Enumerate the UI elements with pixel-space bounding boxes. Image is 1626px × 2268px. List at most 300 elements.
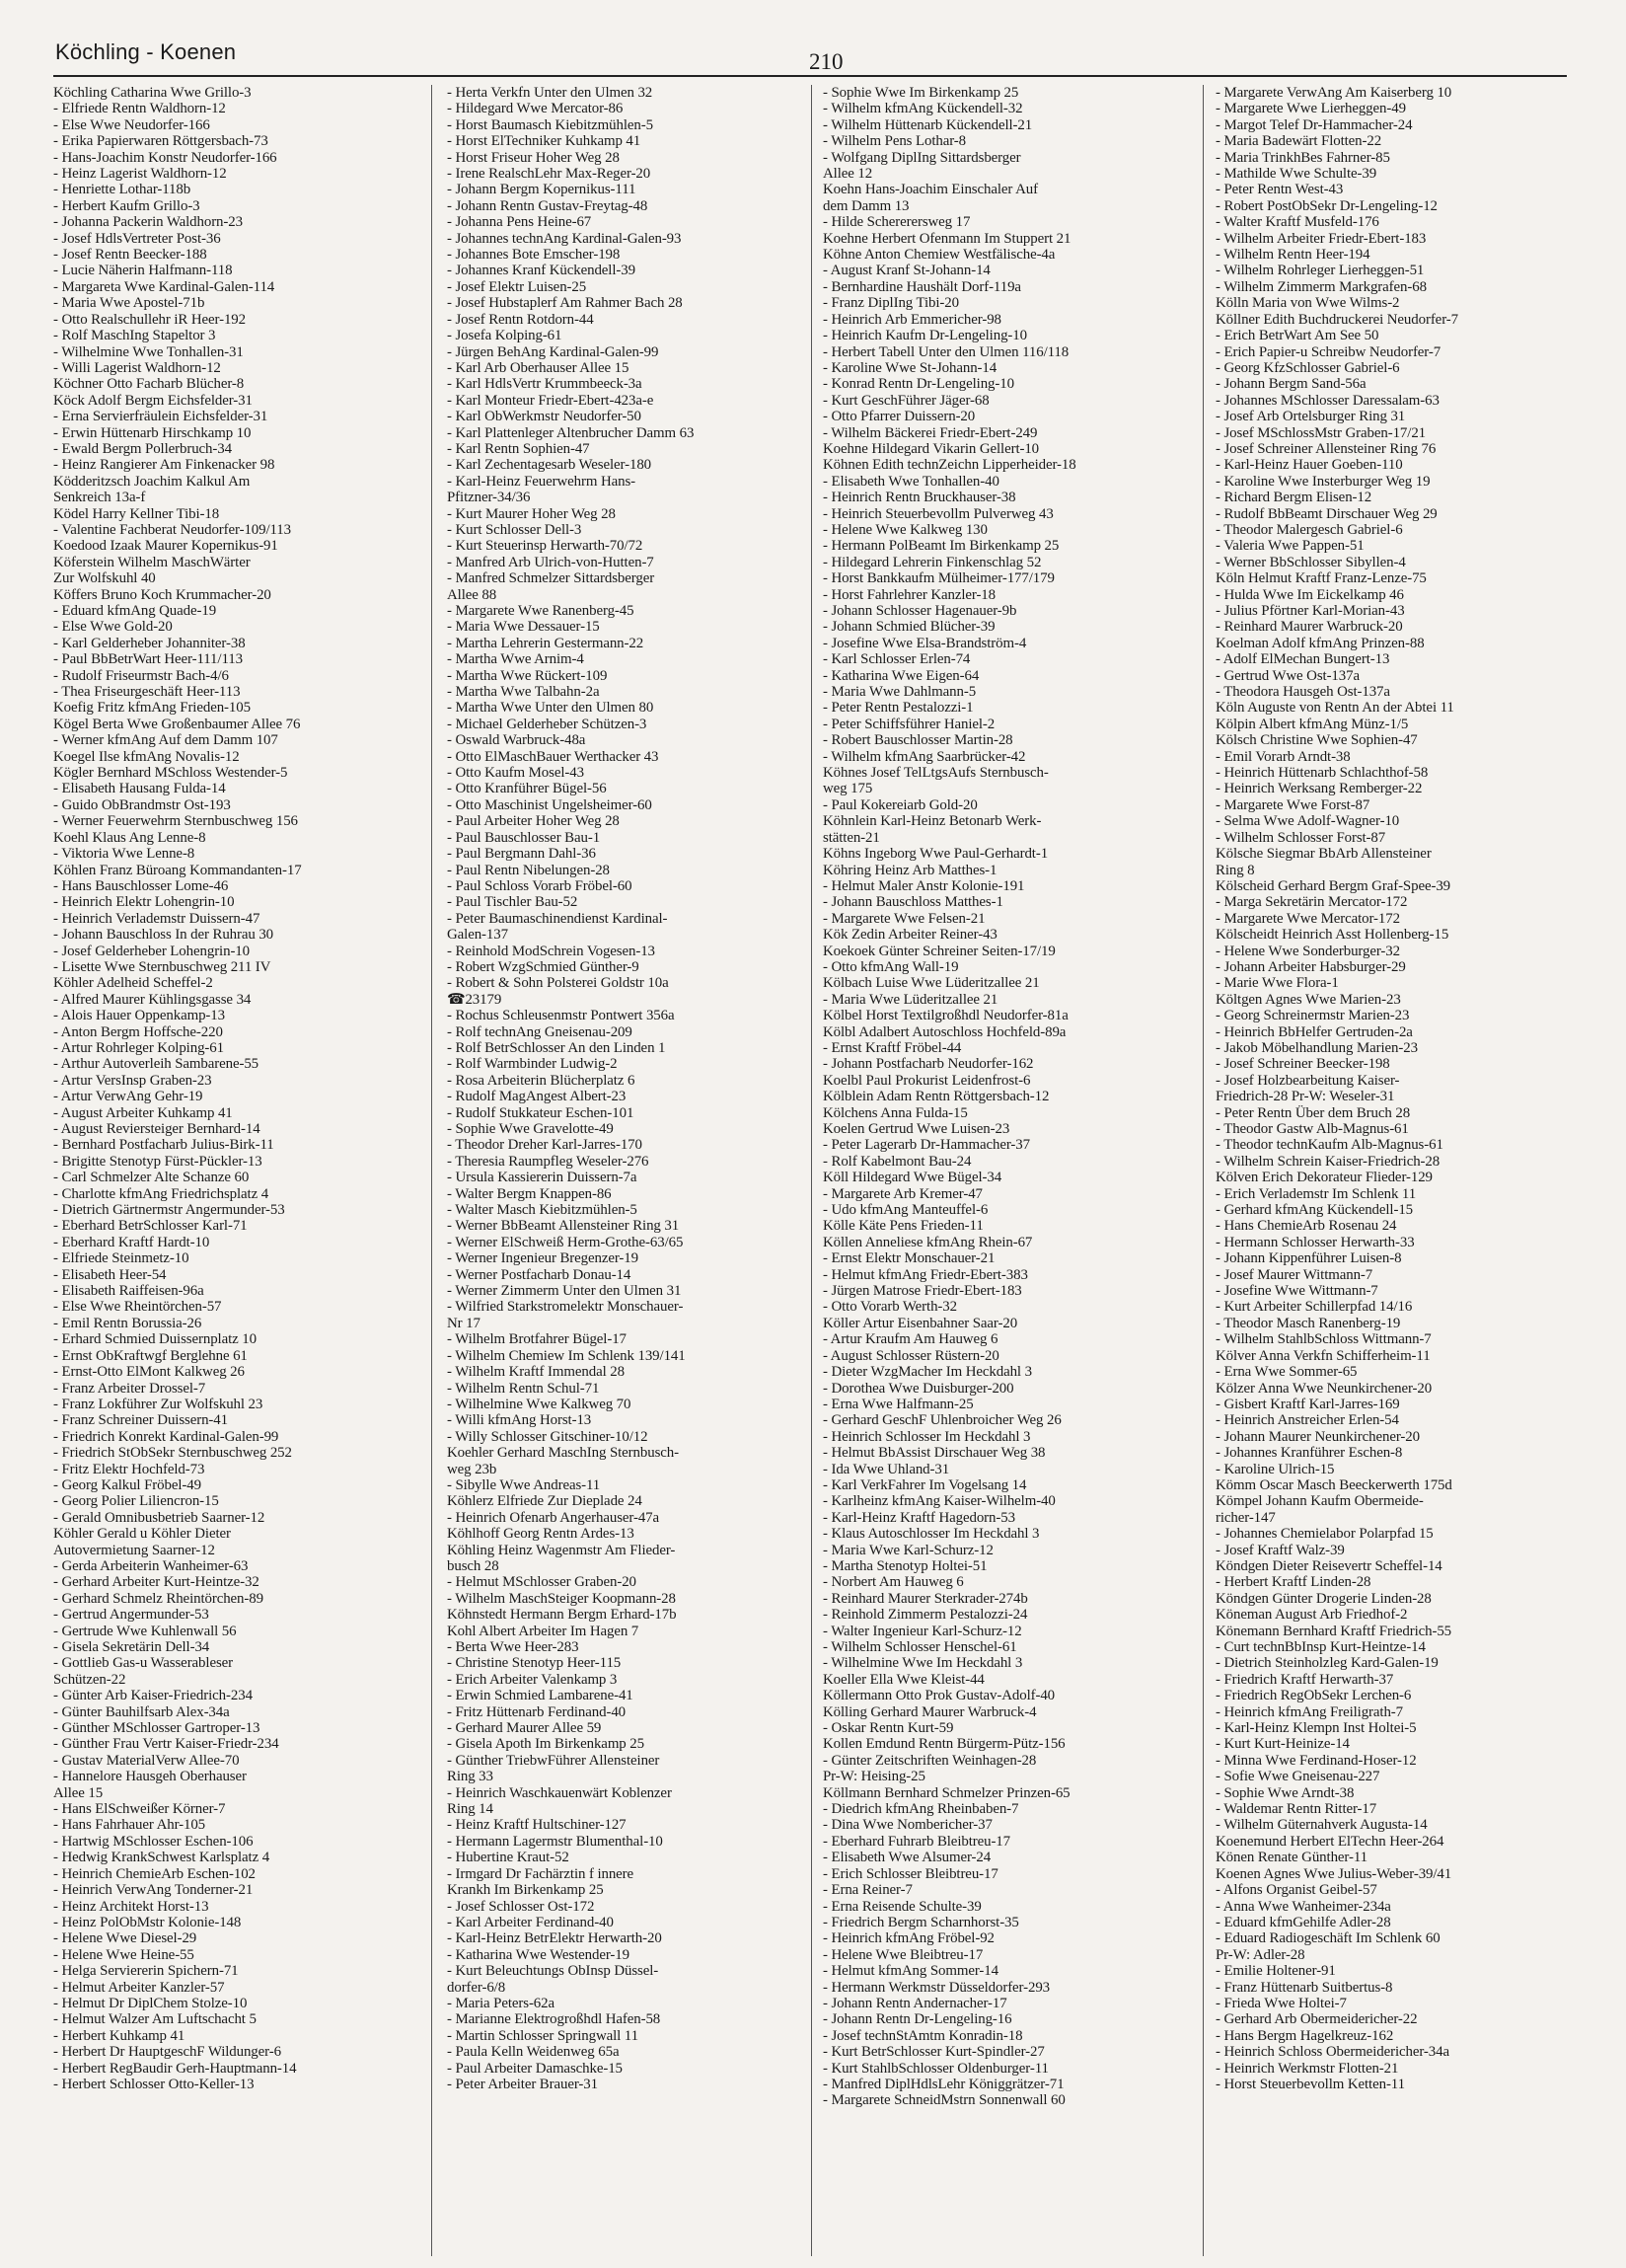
directory-entry: - Ida Wwe Uhland-31 [823, 1461, 950, 1477]
directory-entry: - Emilie Holtener-91 [1216, 1963, 1336, 1980]
directory-entry: - Horst Fahrlehrer Kanzler-18 [823, 586, 997, 603]
directory-entry: - Gottlieb Gas-u Wasserableser [53, 1655, 234, 1672]
directory-entry: - Guido ObBrandmstr Ost-193 [53, 796, 231, 813]
directory-entry: - Margarete Arb Kremer-47 [823, 1185, 983, 1202]
directory-entry: - Willi kfmAng Horst-13 [447, 1412, 592, 1429]
directory-entry: - Wilhelmine Wwe Im Heckdahl 3 [823, 1655, 1023, 1672]
directory-entry: - Karl Arbeiter Ferdinand-40 [447, 1914, 614, 1930]
directory-entry: - Henriette Lothar-118b [53, 182, 191, 198]
directory-entry: - Katharina Wwe Eigen-64 [823, 667, 980, 684]
directory-entry: - Paul Tischler Bau-52 [447, 894, 578, 911]
directory-entry: - Alois Hauer Oppenkamp-13 [53, 1008, 225, 1024]
directory-entry: - Wilhelm Bäckerei Friedr-Ebert-249 [823, 424, 1038, 441]
directory-entry: - Franz Schreiner Duissern-41 [53, 1412, 228, 1429]
directory-entry: - Rudolf BbBeamt Dirschauer Weg 29 [1216, 505, 1438, 522]
directory-entry: - Selma Wwe Adolf-Wagner-10 [1216, 813, 1400, 830]
directory-entry: - Johann Rentn Andernacher-17 [823, 1995, 1007, 2011]
directory-entry: - Oswald Warbruck-48a [447, 732, 586, 749]
directory-entry: - Johann Rentn Gustav-Freytag-48 [447, 197, 648, 214]
directory-entry: - Erna Reiner-7 [823, 1882, 913, 1899]
directory-entry: - Peter Lagerarb Dr-Hammacher-37 [823, 1137, 1030, 1154]
directory-entry: richer-147 [1216, 1509, 1276, 1526]
directory-entry: - Wilhelm Brotfahrer Bügel-17 [447, 1331, 627, 1348]
directory-entry: - Waldemar Rentn Ritter-17 [1216, 1801, 1377, 1818]
directory-entry: - Josefa Kolping-61 [447, 328, 562, 344]
directory-entry: Kömpel Johann Kaufm Obermeide- [1216, 1493, 1424, 1510]
directory-entry: - Kurt StahlbSchlosser Oldenburger-11 [823, 2060, 1049, 2077]
running-head: Köchling - Koenen [55, 39, 237, 64]
directory-entry: Pfitzner-34/36 [447, 490, 531, 506]
directory-entry: - Eberhard Fuhrarb Bleibtreu-17 [823, 1833, 1010, 1850]
directory-entry: - Karoline Wwe Insterburger Weg 19 [1216, 473, 1431, 490]
directory-entry: Köhnes Josef TelLtgsAufs Sternbusch- [823, 765, 1049, 782]
directory-entry: - Karl HdlsVertr Krummbeeck-3a [447, 376, 642, 393]
directory-entry: - Hans-Joachim Konstr Neudorfer-166 [53, 149, 277, 166]
directory-entry: Allee 15 [53, 1784, 104, 1801]
directory-entry: stätten-21 [823, 829, 880, 846]
directory-entry: Senkreich 13a-f [53, 490, 146, 506]
directory-entry: - Alfons Organist Geibel-57 [1216, 1882, 1377, 1899]
directory-entry: Kohl Albert Arbeiter Im Hagen 7 [447, 1623, 639, 1639]
directory-entry: - Mathilde Wwe Schulte-39 [1216, 166, 1377, 183]
directory-entry: - Helmut Maler Anstr Kolonie-191 [823, 877, 1025, 894]
directory-entry: - Hannelore Hausgeh Oberhauser [53, 1769, 247, 1785]
directory-entry: - Theodor Dreher Karl-Jarres-170 [447, 1137, 642, 1154]
directory-entry: - Irmgard Dr Fachärztin f innere [447, 1865, 634, 1882]
directory-entry: - Franz Hüttenarb Suitbertus-8 [1216, 1979, 1393, 1996]
directory-entry: Nr 17 [447, 1315, 480, 1331]
directory-entry: Köck Adolf Bergm Eichsfelder-31 [53, 392, 253, 409]
directory-entry: - Theodor Malergesch Gabriel-6 [1216, 521, 1403, 538]
directory-entry: dorfer-6/8 [447, 1979, 506, 1996]
directory-entry: Köhling Heinz Wagenmstr Am Flieder- [447, 1542, 676, 1558]
directory-entry: Köhnen Edith technZeichn Lipperheider-18 [823, 457, 1076, 474]
directory-entry: Köndgen Günter Drogerie Linden-28 [1216, 1590, 1432, 1607]
directory-entry: - Martin Schlosser Springwall 11 [447, 2027, 638, 2044]
directory-entry: - Karl Gelderheber Johanniter-38 [53, 635, 246, 651]
directory-entry: - Erich Verlademstr Im Schlenk 11 [1216, 1185, 1417, 1202]
directory-entry: Köhlen Franz Büroang Kommandanten-17 [53, 862, 302, 878]
directory-entry: - Herbert Kuhkamp 41 [53, 2027, 185, 2044]
directory-entry: - Hulda Wwe Im Eickelkamp 46 [1216, 586, 1404, 603]
directory-entry: - Ernst Kraftf Fröbel-44 [823, 1039, 962, 1056]
directory-entry: - Peter Baumaschinendienst Kardinal- [447, 910, 668, 927]
directory-entry: - Margarete Wwe Forst-87 [1216, 796, 1370, 813]
directory-entry: - Diedrich kfmAng Rheinbaben-7 [823, 1801, 1019, 1818]
directory-entry: - Josefine Wwe Elsa-Brandström-4 [823, 635, 1027, 651]
directory-entry: Kölln Maria von Wwe Wilms-2 [1216, 295, 1400, 312]
directory-entry: - Friedrich Bergm Scharnhorst-35 [823, 1914, 1019, 1930]
directory-entry: - Johannes technAng Kardinal-Galen-93 [447, 230, 682, 247]
directory-entry: - Josef Rentn Beecker-188 [53, 247, 207, 264]
directory-entry: - Paul Bergmann Dahl-36 [447, 846, 596, 863]
directory-entry: dem Damm 13 [823, 197, 910, 214]
directory-entry: - Reinhard Maurer Warbruck-20 [1216, 619, 1403, 636]
directory-entry: - Johann Arbeiter Habsburger-29 [1216, 958, 1406, 975]
directory-entry: - Herbert Dr HauptgeschF Wildunger-6 [53, 2044, 281, 2061]
directory-entry: - Hermann Lagermstr Blumenthal-10 [447, 1833, 663, 1850]
directory-entry: Kölsch Christine Wwe Sophien-47 [1216, 732, 1418, 749]
directory-entry: - Ewald Bergm Pollerbruch-34 [53, 440, 232, 457]
directory-entry: - Norbert Am Hauweg 6 [823, 1574, 964, 1591]
directory-entry: - Jürgen BehAng Kardinal-Galen-99 [447, 343, 659, 360]
directory-entry: - Johann Bergm Sand-56a [1216, 376, 1367, 393]
directory-entry: - Erna Wwe Halfmann-25 [823, 1396, 974, 1412]
directory-entry: - Berta Wwe Heer-283 [447, 1639, 579, 1655]
directory-entry: - Margarete Wwe Ranenberg-45 [447, 603, 634, 619]
directory-entry: - Herta Verkfn Unter den Ulmen 32 [447, 85, 653, 101]
directory-entry: - Johann Schmied Blücher-39 [823, 619, 996, 636]
directory-entry: - Robert WzgSchmied Günther-9 [447, 958, 639, 975]
directory-entry: - Karl Monteur Friedr-Ebert-423a-e [447, 392, 654, 409]
directory-entry: - Wilhelm Schlosser Henschel-61 [823, 1639, 1017, 1655]
directory-entry: - Josef Holzbearbeitung Kaiser- [1216, 1072, 1400, 1089]
directory-entry: - Rosa Arbeiterin Blücherplatz 6 [447, 1072, 635, 1089]
directory-entry: Ködel Harry Kellner Tibi-18 [53, 505, 220, 522]
directory-entry: - Gertrude Wwe Kuhlenwall 56 [53, 1623, 237, 1639]
directory-entry: - Minna Wwe Ferdinand-Hoser-12 [1216, 1752, 1417, 1769]
directory-entry: Koehne Herbert Ofenmann Im Stuppert 21 [823, 230, 1072, 247]
directory-entry: - Elfriede Steinmetz-10 [53, 1250, 189, 1267]
directory-entry: - Hartwig MSchlosser Eschen-106 [53, 1833, 254, 1850]
directory-entry: - Wilhelm Güternahverk Augusta-14 [1216, 1817, 1428, 1834]
directory-entry: - Helene Wwe Sonderburger-32 [1216, 943, 1400, 959]
directory-entry: - Eberhard BetrSchlosser Karl-71 [53, 1218, 248, 1235]
directory-entry: - Josef Gelderheber Lohengrin-10 [53, 943, 250, 959]
directory-entry: - Helga Serviererin Spichern-71 [53, 1963, 239, 1980]
directory-entry: - Friedrich Kraftf Herwarth-37 [1216, 1671, 1394, 1688]
directory-entry: - Heinrich Steuerbevollm Pulverweg 43 [823, 505, 1054, 522]
directory-entry: - Curt technBbInsp Kurt-Heintze-14 [1216, 1639, 1426, 1655]
directory-entry: - Martha Wwe Rückert-109 [447, 667, 608, 684]
directory-entry: Köllermann Otto Prok Gustav-Adolf-40 [823, 1688, 1056, 1704]
directory-entry: - Wilhelm Schlosser Forst-87 [1216, 829, 1386, 846]
directory-entry: - Maria Wwe Apostel-71b [53, 295, 205, 312]
directory-entry: - Fritz Hüttenarb Ferdinand-40 [447, 1703, 627, 1720]
directory-entry: - Werner Postfacharb Donau-14 [447, 1266, 631, 1283]
directory-entry: - Maria Peters-62a [447, 1995, 555, 2011]
directory-entry: - Josef Elektr Luisen-25 [447, 278, 587, 295]
directory-entry: Kölblein Adam Rentn Röttgersbach-12 [823, 1089, 1050, 1105]
directory-entry: - Josef Rentn Rotdorn-44 [447, 311, 594, 328]
directory-entry: - Ursula Kassiererin Duissern-7a [447, 1170, 637, 1186]
directory-entry: - Martha Lehrerin Gestermann-22 [447, 635, 644, 651]
directory-entry: - Erich Arbeiter Valenkamp 3 [447, 1671, 618, 1688]
directory-entry: - Gertrud Angermunder-53 [53, 1607, 209, 1624]
directory-entry: - Udo kfmAng Manteuffel-6 [823, 1202, 989, 1219]
directory-entry: - Horst Bankkaufm Mülheimer-177/179 [823, 570, 1055, 587]
directory-entry: - Herbert Kraftf Linden-28 [1216, 1574, 1371, 1591]
directory-entry: - Gerhard Arb Obermeidericher-22 [1216, 2011, 1418, 2028]
directory-entry: - Heinrich Arb Emmericher-98 [823, 311, 1001, 328]
directory-entry: - Robert & Sohn Polsterei Goldstr 10a [447, 975, 669, 992]
directory-entry: - Günter Arb Kaiser-Friedrich-234 [53, 1688, 253, 1704]
directory-entry: - Brigitte Stenotyp Fürst-Pückler-13 [53, 1153, 262, 1170]
directory-entry: - Theodora Hausgeh Ost-137a [1216, 684, 1390, 701]
directory-entry: - Franz Arbeiter Drossel-7 [53, 1380, 206, 1397]
directory-entry: - Kurt Schlosser Dell-3 [447, 521, 582, 538]
directory-entry: - Erwin Schmied Lambarene-41 [447, 1688, 633, 1704]
directory-entry: Koeller Ella Wwe Kleist-44 [823, 1671, 985, 1688]
directory-entry: - Anna Wwe Wanheimer-234a [1216, 1898, 1391, 1915]
directory-entry: Koenen Agnes Wwe Julius-Weber-39/41 [1216, 1865, 1452, 1882]
directory-entry: - Margarete Wwe Lierheggen-49 [1216, 101, 1406, 117]
directory-entry: - Georg Polier Liliencron-15 [53, 1493, 219, 1510]
directory-entry: - Oskar Rentn Kurt-59 [823, 1720, 954, 1737]
directory-entry: Kölpin Albert kfmAng Münz-1/5 [1216, 716, 1409, 732]
directory-entry: - Maria Wwe Lüderitzallee 21 [823, 991, 998, 1008]
directory-entry: - Franz Lokführer Zur Wolfskuhl 23 [53, 1396, 263, 1412]
directory-entry: Kök Zedin Arbeiter Reiner-43 [823, 927, 998, 944]
directory-entry: - Sofie Wwe Gneisenau-227 [1216, 1769, 1380, 1785]
directory-entry: - Ernst-Otto ElMont Kalkweg 26 [53, 1364, 245, 1381]
directory-entry: Koehne Hildegard Vikarin Gellert-10 [823, 440, 1040, 457]
directory-entry: - Josef Schlosser Ost-172 [447, 1898, 595, 1915]
directory-entry: - Martha Stenotyp Holtei-51 [823, 1557, 988, 1574]
directory-entry: - Horst Baumasch Kiebitzmühlen-5 [447, 116, 653, 133]
directory-entry: - Georg KfzSchlosser Gabriel-6 [1216, 359, 1400, 376]
directory-entry: - Karl-Heinz Kraftf Hagedorn-53 [823, 1509, 1015, 1526]
directory-entry: - Otto Realschullehr iR Heer-192 [53, 311, 246, 328]
directory-entry: - Gerhard Schmelz Rheintörchen-89 [53, 1590, 263, 1607]
directory-entry: - Günther Frau Vertr Kaiser-Friedr-234 [53, 1736, 279, 1753]
directory-entry: - Margarete Wwe Mercator-172 [1216, 910, 1400, 927]
directory-entry: - Karl-Heinz Feuerwehrm Hans- [447, 473, 636, 490]
directory-entry: - Margot Telef Dr-Hammacher-24 [1216, 116, 1413, 133]
directory-entry: - Rudolf Friseurmstr Bach-4/6 [53, 667, 229, 684]
directory-entry: - Johann Postfacharb Neudorfer-162 [823, 1056, 1034, 1073]
directory-entry: - Gisela Apoth Im Birkenkamp 25 [447, 1736, 644, 1753]
directory-entry: - Lucie Näherin Halfmann-118 [53, 263, 233, 279]
directory-entry: Ring 33 [447, 1769, 493, 1785]
directory-entry: - Erich Papier-u Schreibw Neudorfer-7 [1216, 343, 1441, 360]
directory-entry: - Jakob Möbelhandlung Marien-23 [1216, 1039, 1418, 1056]
directory-entry: - Johannes Chemielabor Polarpfad 15 [1216, 1526, 1434, 1543]
directory-entry: - Hans ElSchweißer Körner-7 [53, 1801, 226, 1818]
directory-entry: - Helmut Dr DiplChem Stolze-10 [53, 1995, 248, 2011]
directory-entry: - Artur VersInsp Graben-23 [53, 1072, 212, 1089]
directory-entry: Kölbach Luise Wwe Lüderitzallee 21 [823, 975, 1040, 992]
directory-entry: - Sibylle Wwe Andreas-11 [447, 1476, 601, 1493]
directory-entry: - Heinrich Schlosser Im Heckdahl 3 [823, 1428, 1031, 1445]
directory-entry: Köffers Bruno Koch Krummacher-20 [53, 586, 271, 603]
directory-column-3 [823, 85, 1186, 2256]
directory-entry: - Heinrich Anstreicher Erlen-54 [1216, 1412, 1399, 1429]
directory-entry: - Josef Kraftf Walz-39 [1216, 1542, 1345, 1558]
directory-entry: - Karl Schlosser Erlen-74 [823, 651, 971, 668]
directory-entry: - Josef HdlsVertreter Post-36 [53, 230, 221, 247]
directory-entry: - Johannes MSchlosser Daressalam-63 [1216, 392, 1440, 409]
directory-entry: - Heinrich Kaufm Dr-Lengeling-10 [823, 328, 1027, 344]
directory-entry: - Theodor Masch Ranenberg-19 [1216, 1315, 1401, 1331]
directory-entry: - Friedrich RegObSekr Lerchen-6 [1216, 1688, 1412, 1704]
directory-entry: - Wilhelm Arbeiter Friedr-Ebert-183 [1216, 230, 1427, 247]
directory-entry: - Valentine Fachberat Neudorfer-109/113 [53, 521, 291, 538]
directory-entry: - Heinrich Hüttenarb Schlachthof-58 [1216, 765, 1429, 782]
directory-entry: - Fritz Elektr Hochfeld-73 [53, 1461, 205, 1477]
directory-entry: - Karoline Wwe St-Johann-14 [823, 359, 998, 376]
directory-entry: - Robert PostObSekr Dr-Lengeling-12 [1216, 197, 1438, 214]
directory-entry: Köhne Anton Chemiew Westfälische-4a [823, 247, 1056, 264]
directory-entry: - Elisabeth Raiffeisen-96a [53, 1283, 204, 1300]
directory-entry: - Peter Rentn Pestalozzi-1 [823, 700, 974, 717]
directory-entry: - Günther MSchlosser Gartroper-13 [53, 1720, 260, 1737]
directory-entry: - Otto Pfarrer Duissern-20 [823, 409, 976, 425]
directory-entry: - Wilhelm Hüttenarb Kückendell-21 [823, 116, 1033, 133]
directory-entry: - Hubertine Kraut-52 [447, 1850, 569, 1866]
directory-entry: - Peter Rentn Über dem Bruch 28 [1216, 1104, 1411, 1121]
directory-entry: - Rolf Kabelmont Bau-24 [823, 1153, 972, 1170]
directory-entry: - Wilhelm StahlbSchloss Wittmann-7 [1216, 1331, 1432, 1348]
directory-entry: Köhler Adelheid Scheffel-2 [53, 975, 213, 992]
directory-entry: - Karlheinz kfmAng Kaiser-Wilhelm-40 [823, 1493, 1056, 1510]
directory-entry: - Hermann PolBeamt Im Birkenkamp 25 [823, 538, 1060, 555]
directory-entry: - Dieter WzgMacher Im Heckdahl 3 [823, 1364, 1032, 1381]
directory-entry: Köllen Anneliese kfmAng Rhein-67 [823, 1234, 1033, 1250]
directory-entry: - Erich BetrWart Am See 50 [1216, 328, 1379, 344]
directory-entry: - Heinz Architekt Horst-13 [53, 1898, 209, 1915]
directory-entry: - Sophie Wwe Im Birkenkamp 25 [823, 85, 1019, 101]
directory-entry: - Günter Bauhilfsarb Alex-34a [53, 1703, 230, 1720]
directory-entry: - Hans ChemieArb Rosenau 24 [1216, 1218, 1397, 1235]
directory-entry: Kögel Berta Wwe Großenbaumer Allee 76 [53, 716, 301, 732]
directory-entry: - Kurt GeschFührer Jäger-68 [823, 392, 990, 409]
directory-entry: - Karl-Heinz BetrElektr Herwarth-20 [447, 1930, 662, 1947]
directory-entry: Ring 14 [447, 1801, 493, 1818]
directory-columns [53, 85, 1567, 2256]
directory-entry: - Erich Schlosser Bleibtreu-17 [823, 1865, 998, 1882]
directory-entry: Koelbl Paul Prokurist Leidenfrost-6 [823, 1072, 1031, 1089]
directory-entry: - Lisette Wwe Sternbuschweg 211 IV [53, 958, 271, 975]
directory-entry: - Gisela Sekretärin Dell-34 [53, 1639, 210, 1655]
directory-entry: weg 23b [447, 1461, 497, 1477]
directory-entry: - Gisbert Kraftf Karl-Jarres-169 [1216, 1396, 1400, 1412]
directory-entry: - Heinrich Verlademstr Duissern-47 [53, 910, 260, 927]
directory-entry: - Emil Rentn Borussia-26 [53, 1315, 202, 1331]
directory-entry: - Johanna Pens Heine-67 [447, 214, 592, 231]
directory-entry: - Walter Kraftf Musfeld-176 [1216, 214, 1379, 231]
directory-entry: - Reinhard Maurer Sterkrader-274b [823, 1590, 1028, 1607]
directory-entry: Köhlerz Elfriede Zur Dieplade 24 [447, 1493, 642, 1510]
directory-entry: - Karl-Heinz Hauer Goeben-110 [1216, 457, 1403, 474]
directory-entry: - Werner Ingenieur Bregenzer-19 [447, 1250, 638, 1267]
directory-entry: - Erika Papierwaren Röttgersbach-73 [53, 133, 268, 150]
directory-entry: Köllmann Bernhard Schmelzer Prinzen-65 [823, 1784, 1071, 1801]
directory-entry: - Dietrich Steinholzleg Kard-Galen-19 [1216, 1655, 1439, 1672]
directory-entry: - Wilhelm Kraftf Immendal 28 [447, 1364, 625, 1381]
directory-entry: Könen Renate Günther-11 [1216, 1850, 1367, 1866]
directory-entry: - Johann Rentn Dr-Lengeling-16 [823, 2011, 1012, 2028]
directory-entry: - Helmut MSchlosser Graben-20 [447, 1574, 636, 1591]
directory-entry: - Eberhard Kraftf Hardt-10 [53, 1234, 210, 1250]
directory-entry: - Otto ElMaschBauer Werthacker 43 [447, 748, 659, 765]
directory-entry: Koekoek Günter Schreiner Seiten-17/19 [823, 943, 1056, 959]
directory-entry: - Dina Wwe Nombericher-37 [823, 1817, 993, 1834]
directory-entry: - Adolf ElMechan Bungert-13 [1216, 651, 1390, 668]
directory-entry: - Arthur Autoverleih Sambarene-55 [53, 1056, 259, 1073]
directory-entry: Kömm Oscar Masch Beeckerwerth 175d [1216, 1476, 1452, 1493]
directory-entry: - August Arbeiter Kuhkamp 41 [53, 1104, 233, 1121]
directory-column-4 [1216, 85, 1579, 2256]
directory-entry: - Helene Wwe Bleibtreu-17 [823, 1946, 984, 1963]
directory-entry: - Martha Wwe Arnim-4 [447, 651, 584, 668]
directory-entry: - Hans Bauschlosser Lome-46 [53, 877, 229, 894]
directory-entry: Krankh Im Birkenkamp 25 [447, 1882, 604, 1899]
directory-entry: - Paula Kelln Weidenweg 65a [447, 2044, 620, 2061]
directory-entry: - Heinrich Rentn Bruckhauser-38 [823, 490, 1016, 506]
directory-entry: - Sophie Wwe Gravelotte-49 [447, 1121, 614, 1137]
directory-entry: - Artur Rohrleger Kolping-61 [53, 1039, 224, 1056]
directory-entry: - Rochus Schleusenmstr Pontwert 356a [447, 1008, 675, 1024]
directory-entry: - Richard Bergm Elisen-12 [1216, 490, 1372, 506]
directory-entry: - Karl Zechentagesarb Weseler-180 [447, 457, 652, 474]
directory-entry: Galen-137 [447, 927, 508, 944]
directory-entry: - Julius Pförtner Karl-Morian-43 [1216, 603, 1405, 619]
directory-entry: - Helmut kfmAng Friedr-Ebert-383 [823, 1266, 1028, 1283]
directory-entry: - Konrad Rentn Dr-Lengeling-10 [823, 376, 1014, 393]
directory-entry: - Robert Bauschlosser Martin-28 [823, 732, 1013, 749]
directory-entry: - Johann Bauschloss In der Ruhrau 30 [53, 927, 274, 944]
directory-entry: - Theresia Raumpfleg Weseler-276 [447, 1153, 649, 1170]
directory-entry: - Gustav MaterialVerw Allee-70 [53, 1752, 240, 1769]
directory-entry: - Bernhardine Haushält Dorf-119a [823, 278, 1021, 295]
directory-entry: - Wilhelm Schrein Kaiser-Friedrich-28 [1216, 1153, 1441, 1170]
directory-entry: - Wilhelm Rentn Heer-194 [1216, 247, 1370, 264]
directory-entry: Koehl Klaus Ang Lenne-8 [53, 829, 206, 846]
directory-entry: - Johannes Bote Emscher-198 [447, 247, 621, 264]
directory-entry: - August Reviersteiger Bernhard-14 [53, 1121, 260, 1137]
directory-entry: - Else Wwe Rheintörchen-57 [53, 1299, 222, 1316]
directory-entry: Költgen Agnes Wwe Marien-23 [1216, 991, 1401, 1008]
directory-entry: - Josefine Wwe Wittmann-7 [1216, 1283, 1378, 1300]
directory-entry: Koelen Gertrud Wwe Luisen-23 [823, 1121, 1010, 1137]
directory-entry: - Wilhelm Zimmerm Markgrafen-68 [1216, 278, 1427, 295]
directory-entry: - Werner kfmAng Auf dem Damm 107 [53, 732, 278, 749]
directory-entry: - Kurt Beleuchtungs ObInsp Düssel- [447, 1963, 659, 1980]
directory-entry: - Johannes Kranführer Eschen-8 [1216, 1445, 1403, 1462]
directory-entry: - Wilhelm MaschSteiger Koopmann-28 [447, 1590, 676, 1607]
directory-entry: - Heinrich Werksang Remberger-22 [1216, 781, 1423, 797]
directory-entry: - Heinz PolObMstr Kolonie-148 [53, 1914, 242, 1930]
directory-entry: - Rolf technAng Gneisenau-209 [447, 1023, 632, 1040]
directory-entry: - Carl Schmelzer Alte Schanze 60 [53, 1170, 250, 1186]
directory-entry: Koenemund Herbert ElTechn Heer-264 [1216, 1833, 1444, 1850]
directory-entry: - Georg Kalkul Fröbel-49 [53, 1476, 201, 1493]
directory-entry: Koehler Gerhard MaschIng Sternbusch- [447, 1445, 679, 1462]
directory-entry: - Gerhard kfmAng Kückendell-15 [1216, 1202, 1414, 1219]
directory-entry: - Erwin Hüttenarb Hirschkamp 10 [53, 424, 252, 441]
directory-entry: - Hermann Schlosser Herwarth-33 [1216, 1234, 1415, 1250]
directory-entry: - Wilhelmine Wwe Tonhallen-31 [53, 343, 244, 360]
directory-entry: Kölven Erich Dekorateur Flieder-129 [1216, 1170, 1433, 1186]
directory-entry: - Otto kfmAng Wall-19 [823, 958, 959, 975]
directory-entry: - Herbert Tabell Unter den Ulmen 116/118 [823, 343, 1070, 360]
directory-entry: - Hans Bergm Hagelkreuz-162 [1216, 2027, 1394, 2044]
directory-entry: - Günter Zeitschriften Weinhagen-28 [823, 1752, 1037, 1769]
directory-entry: - Manfred Arb Ulrich-von-Hutten-7 [447, 554, 654, 570]
directory-entry: - Wilhelm kfmAng Saarbrücker-42 [823, 748, 1026, 765]
directory-entry: Koehn Hans-Joachim Einschaler Auf [823, 182, 1038, 198]
directory-entry: Friedrich-28 Pr-W: Weseler-31 [1216, 1089, 1395, 1105]
directory-entry: - Reinhold Zimmerm Pestalozzi-24 [823, 1607, 1028, 1624]
directory-entry: Köhns Ingeborg Wwe Paul-Gerhardt-1 [823, 846, 1049, 863]
directory-entry: - Else Wwe Neudorfer-166 [53, 116, 210, 133]
directory-entry: - Heinz Lagerist Waldhorn-12 [53, 166, 227, 183]
directory-entry: - Walter Ingenieur Karl-Schurz-12 [823, 1623, 1022, 1639]
directory-entry: - Frieda Wwe Holtei-7 [1216, 1995, 1347, 2011]
directory-entry: Ring 8 [1216, 862, 1255, 878]
directory-entry: - Elisabeth Hausang Fulda-14 [53, 781, 226, 797]
